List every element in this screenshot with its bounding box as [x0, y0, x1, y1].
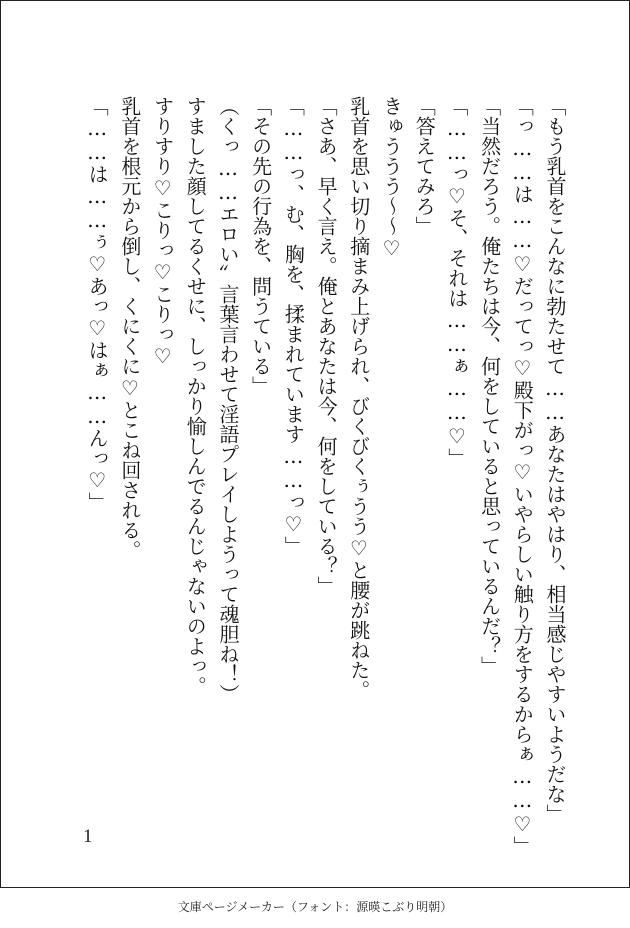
- text-line: 「っ……は……♡だってっ♡殿下がっ♡いやらしい触り方をするからぁ……♡」: [510, 96, 535, 856]
- text-line: 「……っ♡そ、それは……ぁ……♡」: [444, 96, 469, 468]
- text-line: 「その先の行為を、問うている」: [248, 96, 273, 396]
- text-line: 「……は……ぅ♡あっ♡はぁ……んっ♡」: [85, 96, 110, 512]
- text-line: 「もう乳首をこんなに勃たせて……あなたはやはり、相当感じやすいようだな」: [543, 96, 567, 824]
- text-line: 「……っ、む、胸を、揉まれています……っ♡」: [281, 96, 306, 556]
- text-line: きゅううう〜〜♡: [379, 96, 404, 260]
- text-line: 乳首を根元から倒し、くにくに♡とこね回される。: [117, 96, 142, 560]
- text-line: 乳首を思い切り摘まみ上げられ、びくびくぅうう♡と腰が跳ねた。: [346, 96, 371, 700]
- text-line: 「さあ、早く言え。俺とあなたは今、何をしている？」: [314, 96, 339, 596]
- text-line: 「答えてみろ」: [412, 96, 437, 236]
- footer-credit: 文庫ページメーカー（フォント：源暎こぶり明朝）: [177, 900, 453, 914]
- text-line: すました顔してるくせに、しっかり愉しんでるんじゃないのよっ。: [183, 96, 208, 696]
- page-number: 1: [83, 826, 93, 847]
- text-line: すりすり♡こりっ♡こりっ♡: [150, 96, 175, 368]
- text-line: 「当然だろう。俺たちは今、何をしていると思っているんだ？」: [477, 96, 502, 676]
- text-line: （くっ……エロい〟言葉言わせて淫語プレイしようって魂胆ね！）: [215, 96, 240, 704]
- vertical-text-block: [80, 96, 571, 856]
